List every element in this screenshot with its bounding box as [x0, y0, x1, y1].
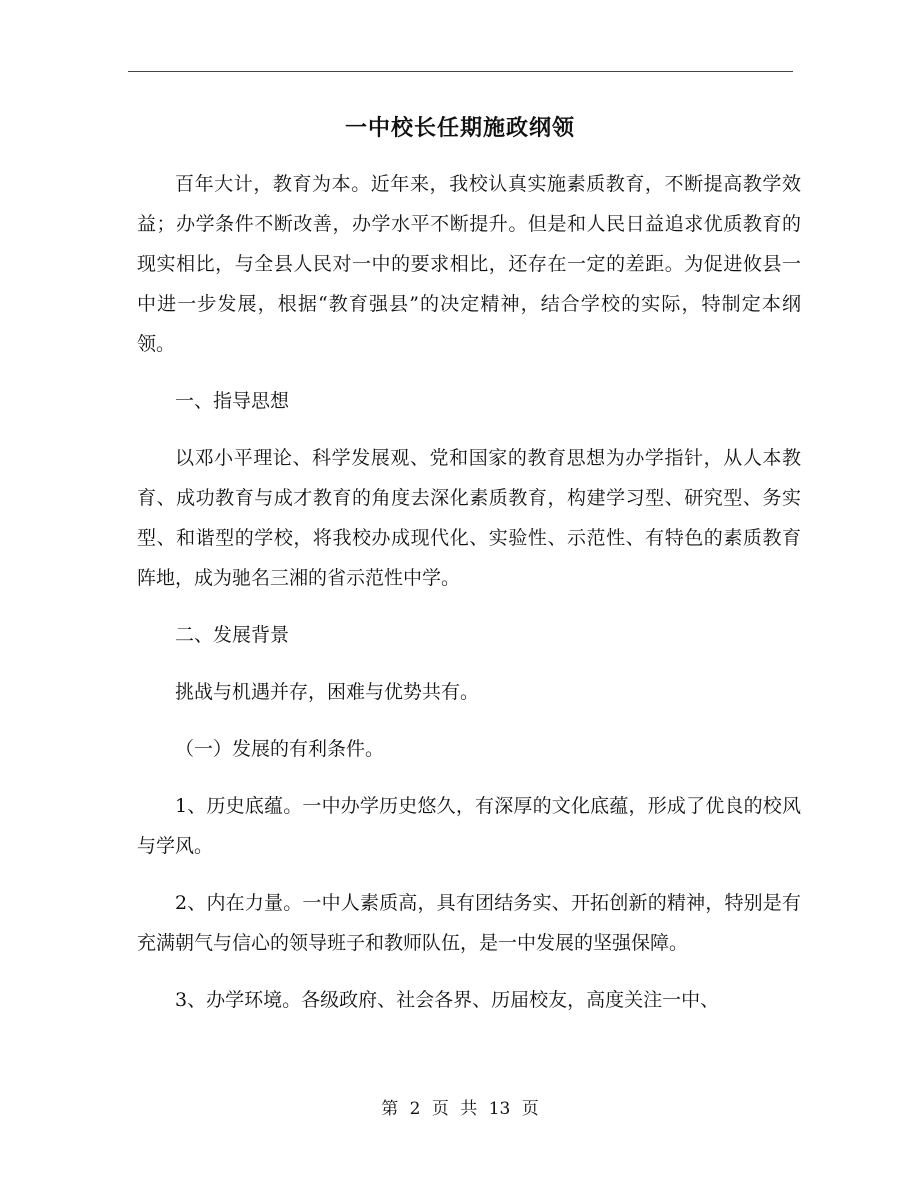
- paragraph-background-summary: 挑战与机遇并存，困难与优势共有。: [175, 681, 480, 703]
- subsection-heading-favorable-conditions: （一）发展的有利条件。: [175, 738, 385, 760]
- section-heading-background: 二、发展背景: [175, 624, 290, 646]
- paragraph-history: 1、历史底蕴。一中办学历史悠久，有深厚的文化底蕴，形成了优良的校风与学风。: [137, 795, 801, 857]
- header-rule: [128, 71, 793, 72]
- paragraph-environment: 3、办学环境。各级政府、社会各界、历届校友，高度关注一中、: [175, 989, 720, 1011]
- section-heading-guiding-thought: 一、指导思想: [175, 390, 290, 412]
- page-footer: 第 2 页 共 13 页: [381, 1099, 539, 1119]
- document-body: [137, 164, 801, 1037]
- paragraph-guiding-thought: 以邓小平理论、科学发展观、党和国家的教育思想为办学指针，从人本教育、成功教育与成才教育的角度去深化素质教育，构建学习型、研究型、务实型、和谐型的学校，将我校办成现代化、实验性、示范性、有特色的素质教育阵地，成为驰名三湘的省示范性中学。: [137, 447, 801, 589]
- paragraph-internal-strength: 2、内在力量。一中人素质高，具有团结务实、开拓创新的精神，特别是有充满朝气与信心的领导班子和教师队伍，是一中发展的坚强保障。: [137, 892, 801, 954]
- document-title: 一中校长任期施政纲领: [344, 115, 575, 141]
- paragraph-intro: 百年大计，教育为本。近年来，我校认真实施素质教育，不断提高教学效益；办学条件不断改善，办学水平不断提升。但是和人民日益追求优质教育的现实相比，与全县人民对一中的要求相比，还存在一定的差距。为促进攸县一中进一步发展，根据“教育强县”的决定精神，结合学校的实际，特制定本纲领。: [137, 173, 801, 355]
